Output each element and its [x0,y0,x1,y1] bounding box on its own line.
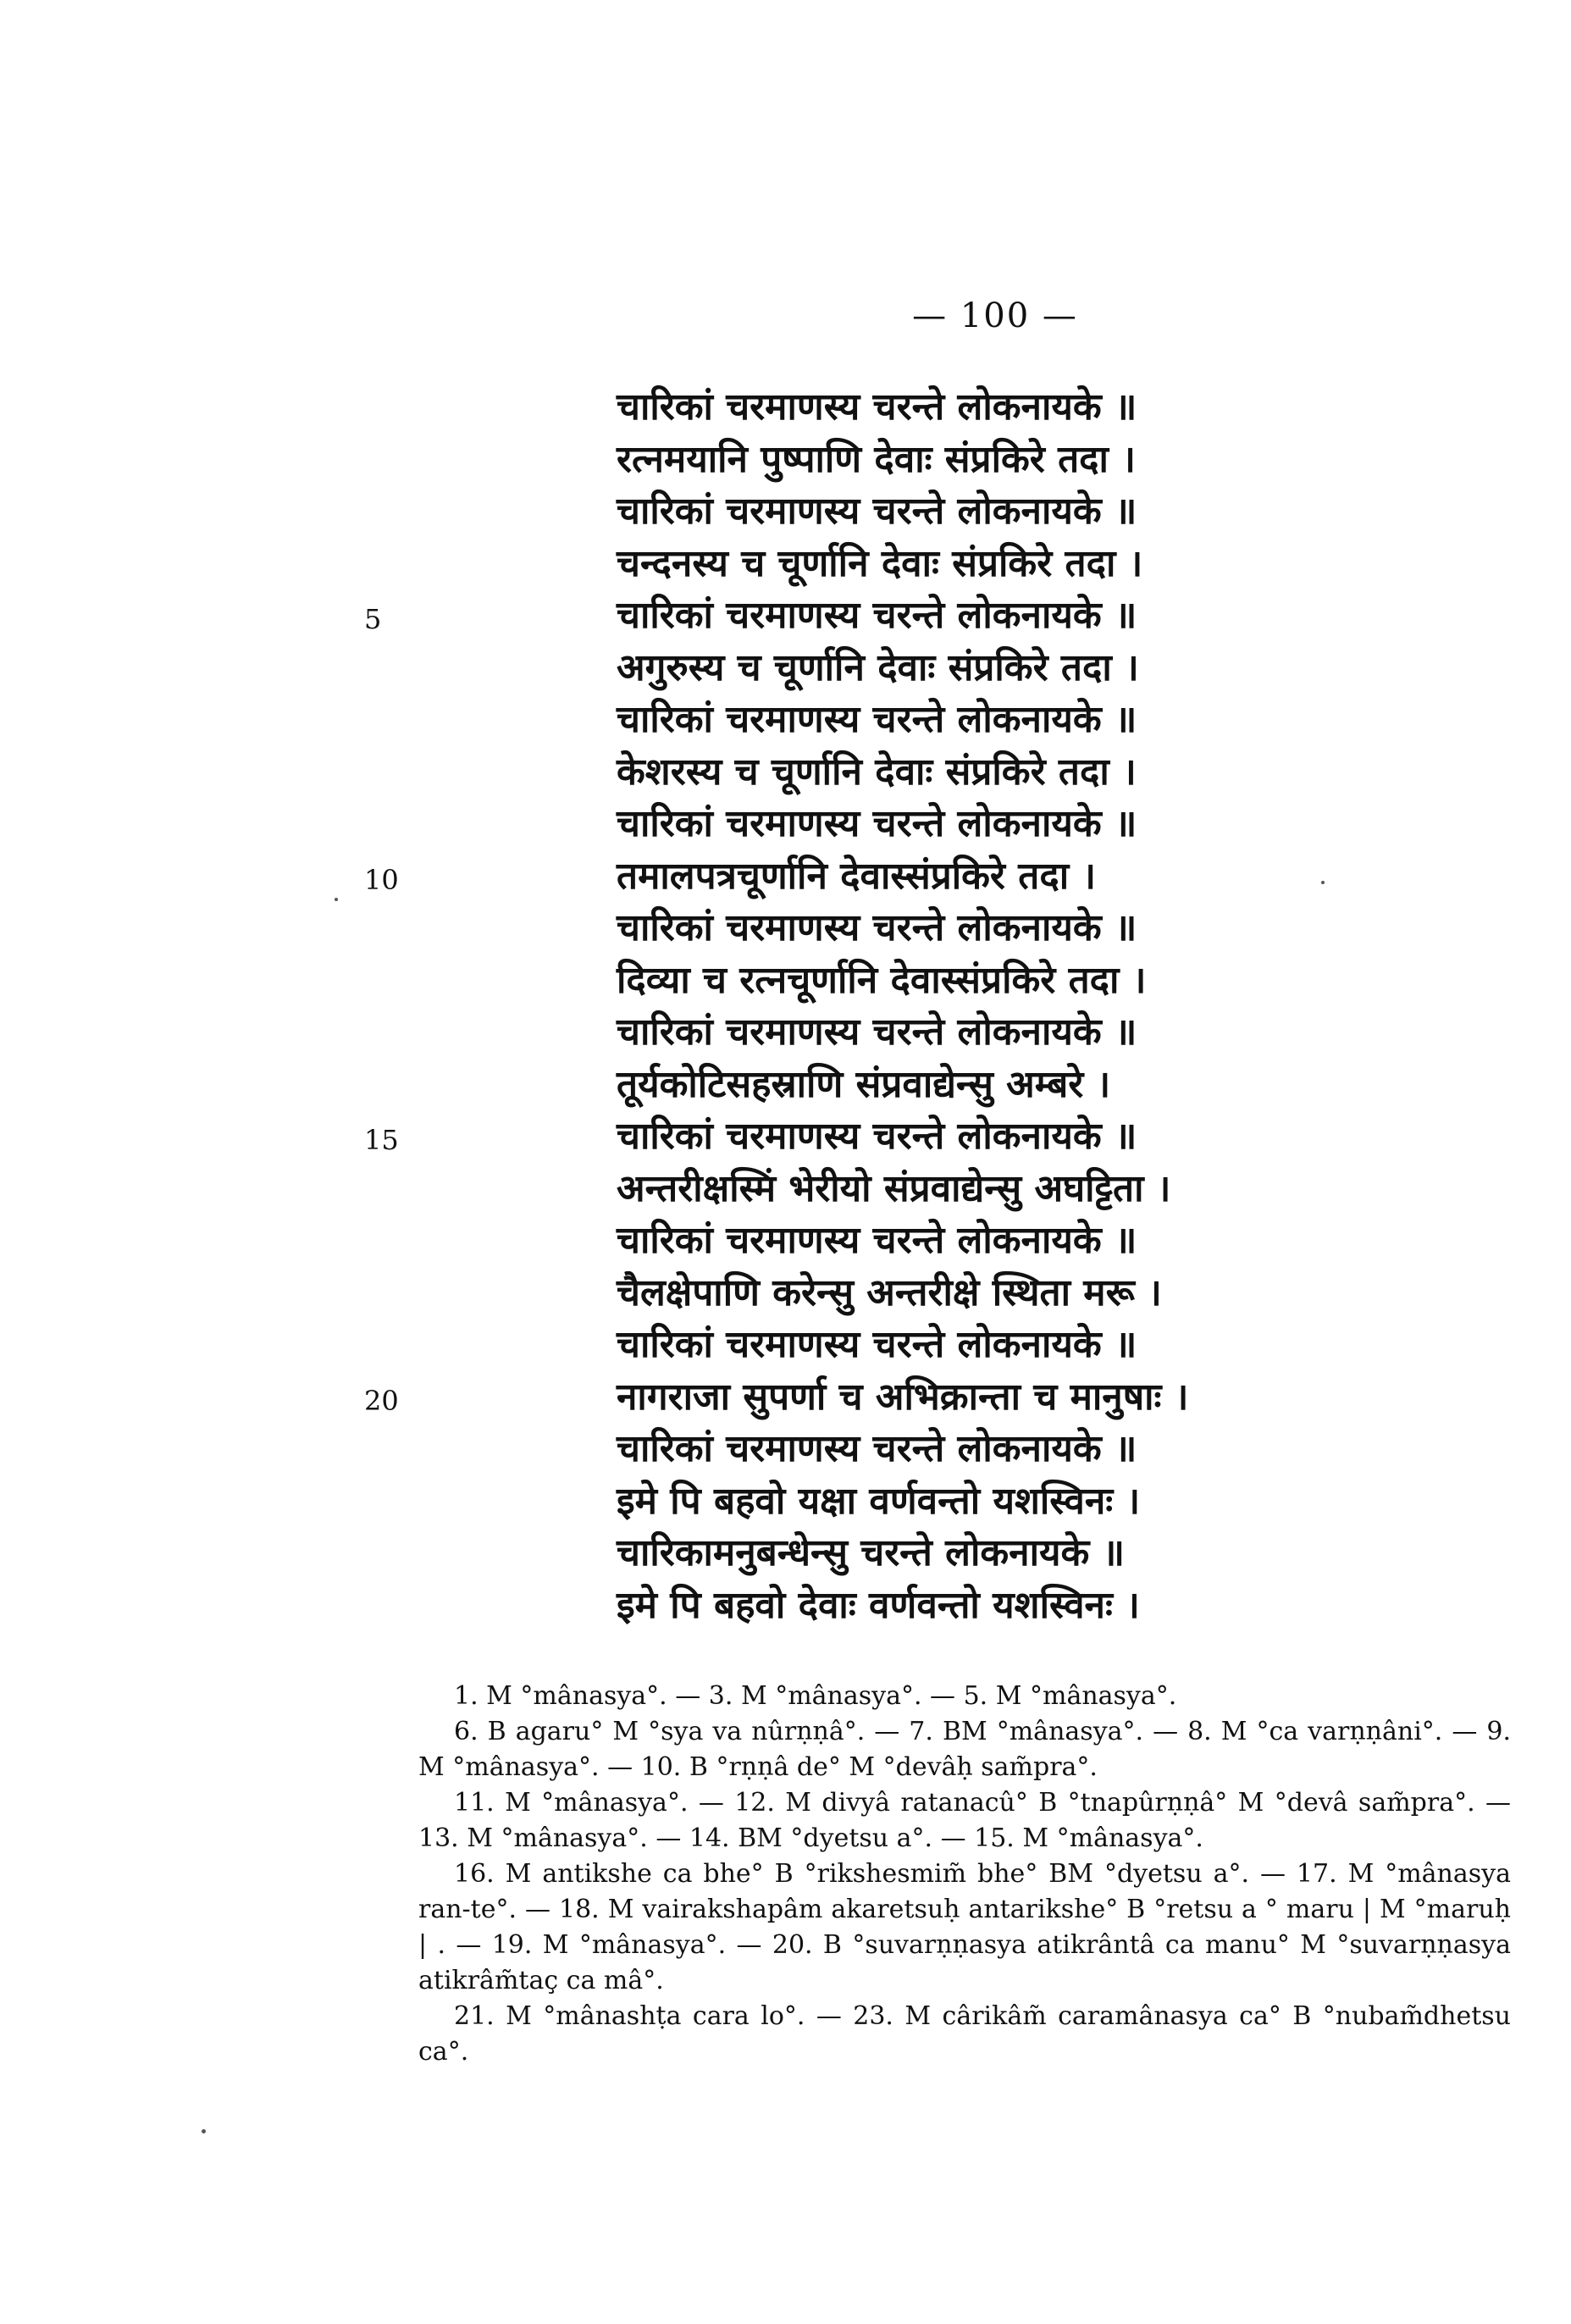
verse-line: चारिकां चरमाणस्य चरन्ते लोकनायके ॥ [617,802,1137,845]
verse-line: चारिकामनुबन्धेन्सु चरन्ते लोकनायके ॥ [617,1531,1125,1574]
verse-line: चारिकां चरमाणस्य चरन्ते लोकनायके ॥ [617,698,1137,741]
verse-line: रत्नमयानि पुष्पाणि देवाः संप्रकिरे तदा । [617,437,1136,481]
verse-line: इमे पि बहवो देवाः वर्णवन्तो यशस्विनः । [617,1583,1140,1627]
footnotes [418,1679,1511,2070]
verse-line: चारिकां चरमाणस्य चरन्ते लोकनायके ॥ [617,1427,1137,1470]
verse-line: चारिकां चरमाणस्य चरन्ते लोकनायके ॥ [617,1115,1137,1158]
paper-speck [202,2129,206,2133]
verse-block [617,381,1311,1631]
verse-line: इमे पि बहवो यक्षा वर्णवन्तो यशस्विनः । [617,1479,1141,1523]
footnote-paragraph: 6. B agaru° M °sya va nûrṇṇâ°. — 7. BM °mânasya°. — 8. M °ca varṇṇâni°. — 9. M °mânasya°. — 10. B °rṇṇâ de° M °devâḥ sam̃pra°. [418,1717,1511,1782]
verse-line: चारिकां चरमाणस्य चरन्ते लोकनायके ॥ [617,906,1137,949]
verse-line: तमालपत्रचूर्णानि देवास्संप्रकिरे तदा । [617,854,1097,898]
footnote-paragraph: 1. M °mânasya°. — 3. M °mânasya°. — 5. M °mânasya°. [454,1681,1177,1711]
verse-line: अगुरुस्य च चूर्णानि देवाः संप्रकिरे तदा । [617,645,1139,689]
footnote-paragraph: 21. M °mânashṭa cara lo°. — 23. M cârikâm̃ caramânasya ca° B °nubam̃dhetsu ca°. [418,2001,1511,2067]
verse-line: दिव्या च रत्नचूर्णानि देवास्संप्रकिरे तदा । [617,958,1147,1002]
verse-line: तूर्यकोटिसहस्राणि संप्रवाद्येन्सु अम्बरे । [617,1062,1111,1106]
verse-line: चारिकां चरमाणस्य चरन्ते लोकनायके ॥ [617,594,1137,637]
verse-line: केशरस्य च चूर्णानि देवाः संप्रकिरे तदा । [617,750,1137,794]
verse-line: चारिकां चरमाणस्य चरन्ते लोकनायके ॥ [617,1219,1137,1262]
line-number-5: 5 [364,603,382,635]
footnote-paragraph: 16. M antikshe ca bhe° B °rikshesmim̃ bhe° BM °dyetsu a°. — 17. M °mânasya ran-te°. — 18. M vairakshapâm akaretsuḥ antarikshe° B °retsu a ° maru | M °maruḥ | . — 19. M °mânasya°. — 20. B °suvarṇṇasya atikrântâ ca manu° M °suvarṇṇasya atikrâm̃taç ca mâ°. [418,1859,1511,1995]
verse-line: चारिकां चरमाणस्य चरन्ते लोकनायके ॥ [617,385,1137,429]
page-number: — 100 — [912,296,1078,335]
paper-speck [1321,881,1325,884]
footnote-paragraph: 11. M °mânasya°. — 12. M divyâ ratanacû° B °tnapûrṇṇâ° M °devâ sam̃pra°. — 13. M °mânasya°. — 14. BM °dyetsu a°. — 15. M °mânasya°. [418,1788,1511,1853]
verse-line: चारिकां चरमाणस्य चरन्ते लोकनायके ॥ [617,1323,1137,1366]
verse-line: नागराजा सुपर्णा च अभिक्रान्ता च मानुषाः । [617,1375,1189,1419]
line-number-15: 15 [364,1124,399,1156]
verse-line: अन्तरीक्षस्मिं भेरीयो संप्रवाद्येन्सु अघट्टिता । [617,1166,1171,1210]
verse-line: चारिकां चरमाणस्य चरन्ते लोकनायके ॥ [617,1010,1137,1054]
verse-line: चन्दनस्य च चूर्णानि देवाः संप्रकिरे तदा । [617,541,1143,585]
verse-line: चैलक्षेपाणि करेन्सु अन्तरीक्षे स्थिता मरू । [617,1270,1162,1314]
line-number-20: 20 [364,1385,399,1417]
line-number-10: 10 [364,864,399,896]
verse-line: चारिकां चरमाणस्य चरन्ते लोकनायके ॥ [617,490,1137,533]
paper-speck [335,898,338,901]
